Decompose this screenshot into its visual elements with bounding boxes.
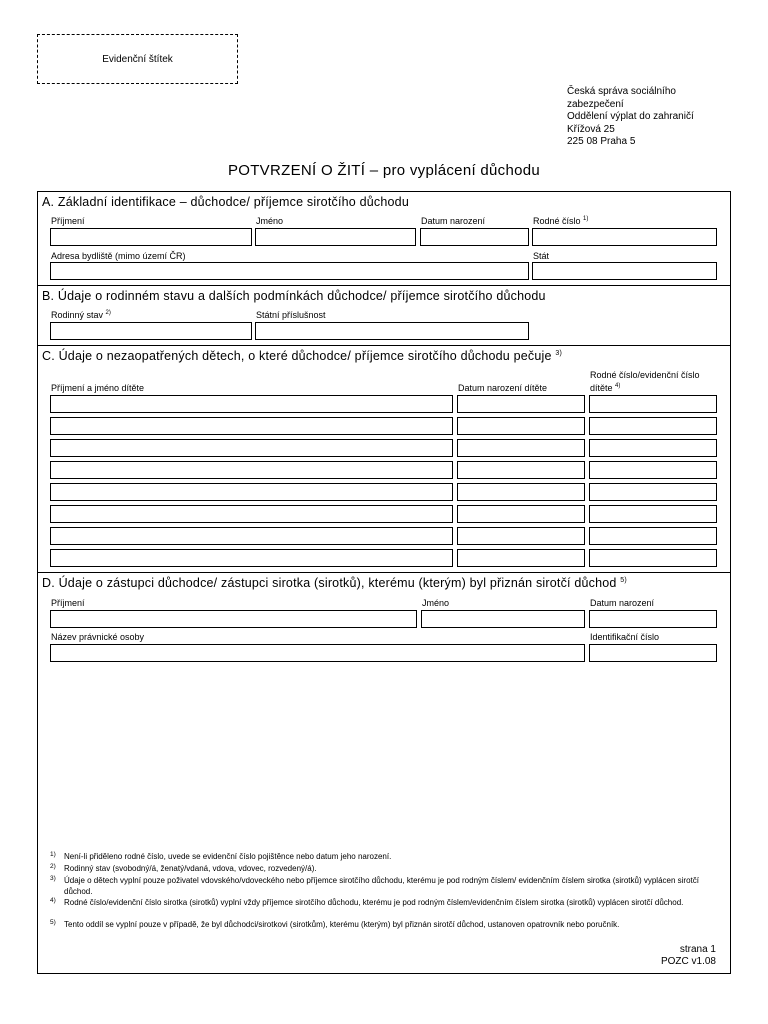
footnote-ref: 4): [615, 383, 621, 389]
marital-status-field[interactable]: [50, 322, 252, 340]
form-title: POTVRZENÍ O ŽITÍ – pro vyplácení důchodu: [227, 162, 541, 179]
footnote: 4) Rodné číslo/evidenční číslo sirotka (sirotků) vyplní vždy příjemce sirotčího důchodu, kterému je pod rodným číslem/evidenčním číslem sirotka (sirotků) vyplácen sirotčí důchod.: [50, 897, 684, 907]
child-name-field[interactable]: [50, 461, 453, 479]
rep-first-name-label: Jméno: [422, 598, 450, 608]
child-number-label: Rodné číslo/evidenční číslo dítěte $^{4)}$: [590, 370, 700, 393]
child-number-field[interactable]: [589, 527, 717, 545]
child-number-field[interactable]: [589, 461, 717, 479]
section-d-heading: D. Údaje o zástupci důchodce/ zástupci sirotka (sirotků), kterému (kterým) byl přiznán sirotčí důchod $^{5)}$: [42, 576, 627, 590]
child-birth-date-field[interactable]: [457, 505, 585, 523]
child-name-field[interactable]: [50, 395, 453, 413]
child-birth-date-field[interactable]: [457, 461, 585, 479]
address-field[interactable]: [50, 262, 529, 280]
legal-entity-label: Název právnické osoby: [51, 632, 145, 642]
child-number-field[interactable]: [589, 483, 717, 501]
address-line: Česká správa sociálního: [567, 86, 676, 97]
state-label: Stát: [533, 251, 550, 261]
child-name-field[interactable]: [50, 483, 453, 501]
form-code: POZC v1.08: [660, 956, 716, 967]
child-number-field[interactable]: [589, 417, 717, 435]
footnote-ref: 2): [105, 310, 111, 316]
id-number-label: Identifikační číslo: [590, 632, 660, 642]
birth-date-label: Datum narození: [421, 216, 486, 226]
section-divider: [37, 345, 731, 346]
child-name-field[interactable]: [50, 527, 453, 545]
marital-status-label: Rodinný stav $^{2)}$: [51, 310, 111, 320]
child-name-label: Příjmení a jméno dítěte: [51, 383, 145, 393]
rep-birth-date-field[interactable]: [589, 610, 717, 628]
section-b-heading: B. Údaje o rodinném stavu a dalších podmínkách důchodce/ příjemce sirotčího důchodu: [42, 289, 546, 303]
state-field[interactable]: [532, 262, 717, 280]
legal-entity-field[interactable]: [50, 644, 585, 662]
child-birth-date-field[interactable]: [457, 527, 585, 545]
child-birth-date-label: Datum narození dítěte: [458, 383, 548, 393]
child-name-field[interactable]: [50, 549, 453, 567]
section-divider: [37, 285, 731, 286]
address-line: Křížová 25: [567, 123, 615, 135]
page-number: strana 1: [679, 944, 716, 955]
child-birth-date-field[interactable]: [457, 483, 585, 501]
child-name-field[interactable]: [50, 505, 453, 523]
birth-number-label: Rodné číslo $^{1)}$: [533, 216, 589, 226]
recipient-address: [567, 86, 757, 149]
birth-number-field[interactable]: [532, 228, 717, 246]
footnote: 2) Rodinný stav (svobodný/á, ženatý/vdaná, vdova, vdovec, rozvedený/á).: [50, 863, 317, 873]
child-birth-date-field[interactable]: [457, 549, 585, 567]
first-name-label: Jméno: [256, 216, 284, 226]
footnote-ref: 1): [583, 216, 589, 222]
child-number-field[interactable]: [589, 505, 717, 523]
rep-surname-label: Příjmení: [51, 598, 85, 608]
registration-label-box: [37, 34, 238, 84]
child-name-field[interactable]: [50, 439, 453, 457]
child-number-field[interactable]: [589, 395, 717, 413]
address-label: Adresa bydliště (mimo území ČR): [51, 251, 186, 261]
address-line: 225 08 Praha 5: [567, 136, 636, 147]
address-line: zabezpečení: [567, 98, 624, 110]
surname-field[interactable]: [50, 228, 252, 246]
child-birth-date-field[interactable]: [457, 439, 585, 457]
footnote: 5) Tento oddíl se vyplní pouze v případě, že byl důchodci/sirotkovi (sirotkům), kterému (kterým) byl přiznán sirotčí důchod, ustanoven opatrovník nebo poručník.: [50, 919, 620, 929]
child-number-field[interactable]: [589, 439, 717, 457]
registration-label-text: Evidenční štítek: [102, 53, 173, 65]
child-birth-date-field[interactable]: [457, 417, 585, 435]
child-birth-date-field[interactable]: [457, 395, 585, 413]
page-info: [661, 944, 716, 968]
first-name-field[interactable]: [255, 228, 416, 246]
section-c-heading: C. Údaje o nezaopatřených dětech, o které důchodce/ příjemce sirotčího důchodu pečuje $^{3)}$: [42, 349, 562, 363]
address-line: Oddělení výplat do zahraničí: [567, 111, 694, 122]
section-a-heading: A. Základní identifikace – důchodce/ příjemce sirotčího důchodu: [42, 195, 409, 209]
footnote-ref: 5): [620, 576, 627, 584]
footnote: 3) Údaje o dětech vyplní pouze poživatel vdovského/vdoveckého nebo příjemce sirotčího důchodu, kterému je pod rodným číslem/ evidenčním číslem sirotka (sirotků) vyplácen sirotčí důchod.: [50, 875, 699, 896]
surname-label: Příjmení: [51, 216, 85, 226]
citizenship-label: Státní příslušnost: [256, 310, 326, 320]
section-divider: [37, 572, 731, 573]
birth-date-field[interactable]: [420, 228, 529, 246]
footnote: 1) Není-li přiděleno rodné číslo, uvede se evidenční číslo pojištěnce nebo datum jeho narození.: [50, 851, 392, 861]
citizenship-field[interactable]: [255, 322, 529, 340]
rep-birth-date-label: Datum narození: [590, 598, 655, 608]
footnote-ref: 3): [555, 349, 562, 357]
rep-first-name-field[interactable]: [421, 610, 585, 628]
child-name-field[interactable]: [50, 417, 453, 435]
child-number-field[interactable]: [589, 549, 717, 567]
rep-surname-field[interactable]: [50, 610, 417, 628]
id-number-field[interactable]: [589, 644, 717, 662]
